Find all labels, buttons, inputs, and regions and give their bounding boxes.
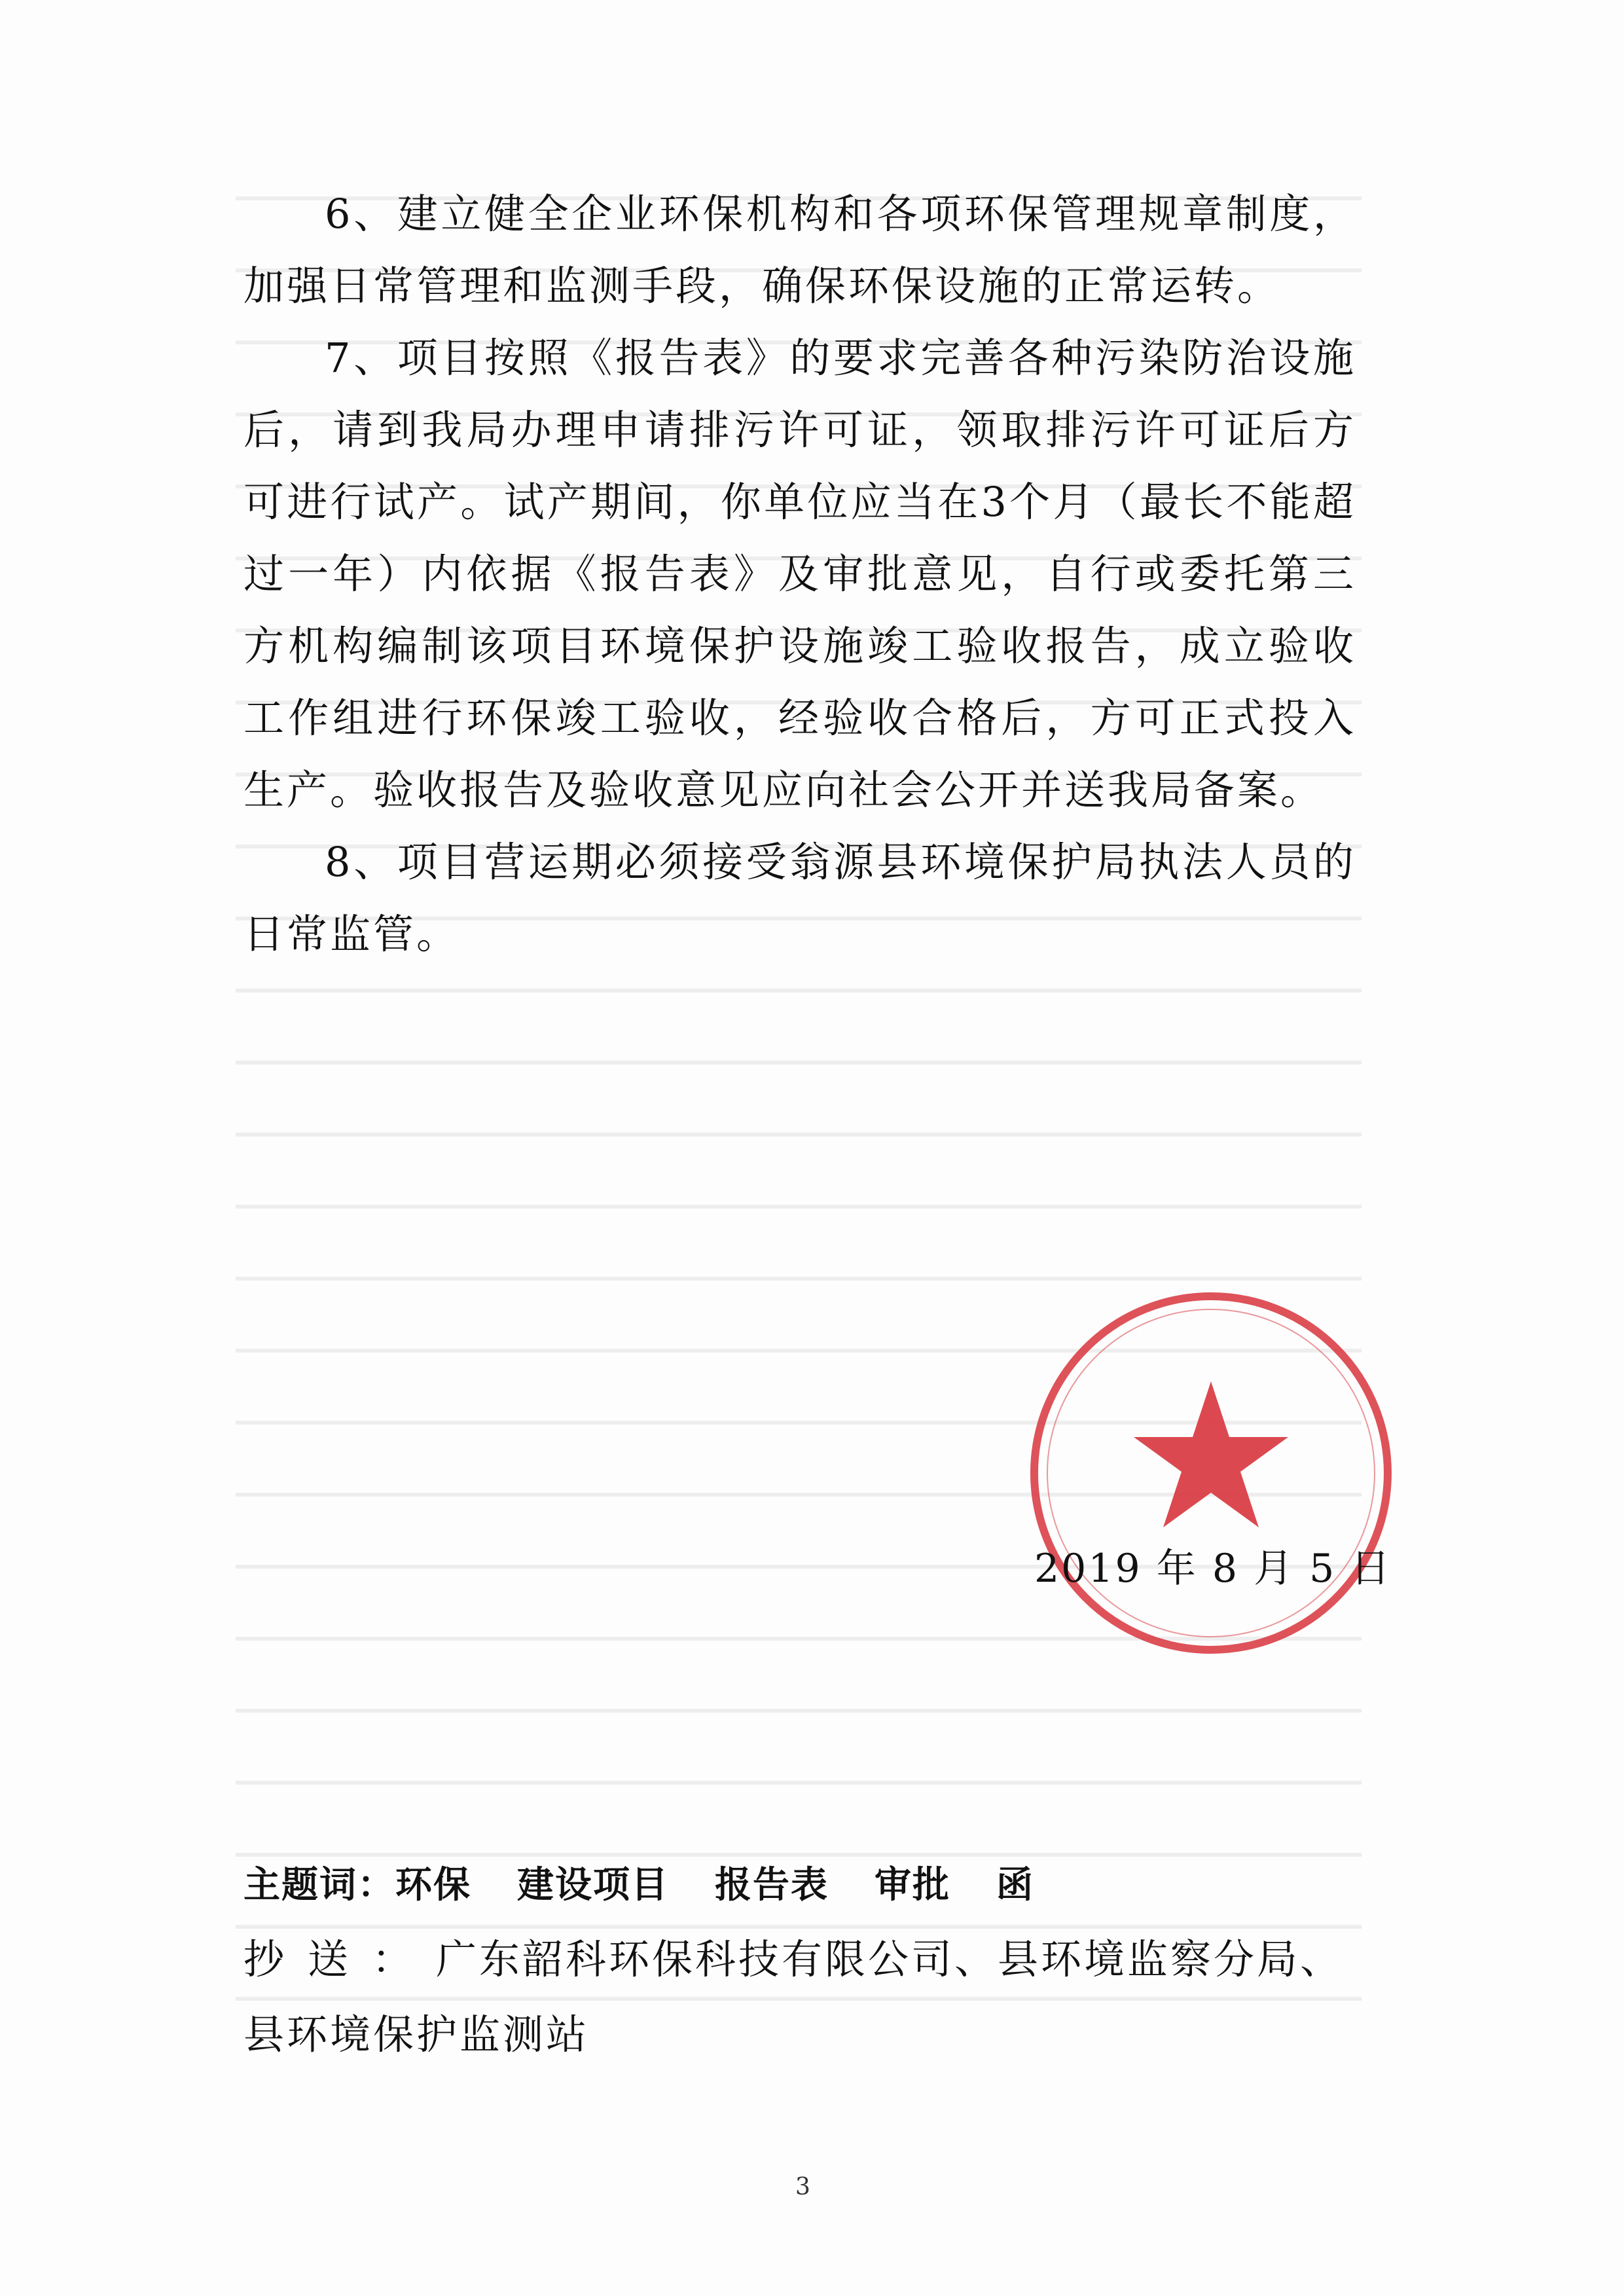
page-number: 3 — [795, 2174, 810, 2200]
cc-label: 抄送： — [244, 1935, 437, 1983]
keyword-item: 建设项目 — [517, 1864, 669, 1906]
keywords-label: 主题词： — [244, 1864, 395, 1906]
keyword-item: 环保 — [395, 1864, 471, 1906]
keyword-item: 报告表 — [715, 1864, 829, 1906]
official-seal — [1021, 1283, 1401, 1663]
issue-date: 2019 年 8 月 5 日 — [1034, 1546, 1392, 1592]
keyword-item: 审批 — [875, 1864, 950, 1906]
keyword-item: 函 — [996, 1864, 1034, 1906]
paragraph-item-7: 7、项目按照《报告表》的要求完善各种污染防治设施后，请到我局办理申请排污许可证，领取排污许可证后方可进行试产。试产期间，你单位应当在3个月（最长不能超过一年）内依据《报告表》及审批意见，自行或委托第三方机构编制该项目环境保护设施竣工验收报告，成立验收工作组进行环保竣工验收，经验收合格后，方可正式投入生产。验收报告及验收意见应向社会公开并送我局备案。 — [244, 334, 1356, 814]
cc-list — [244, 1922, 1369, 2072]
body-text — [244, 178, 1356, 970]
paragraph-item-8: 8、项目营运期必须接受翁源县环境保护局执法人员的日常监管。 — [244, 838, 1356, 958]
cc-recipients: 广东韶科环保科技有限公司、县环境监察分局、县环境保护监测站 — [244, 1935, 1344, 2058]
paragraph-item-6: 6、建立健全企业环保机构和各项环保管理规章制度，加强日常管理和监测手段，确保环保设施的正常运转。 — [244, 190, 1356, 310]
seal-star-icon — [1134, 1381, 1288, 1527]
subject-keywords — [244, 1856, 1080, 1908]
